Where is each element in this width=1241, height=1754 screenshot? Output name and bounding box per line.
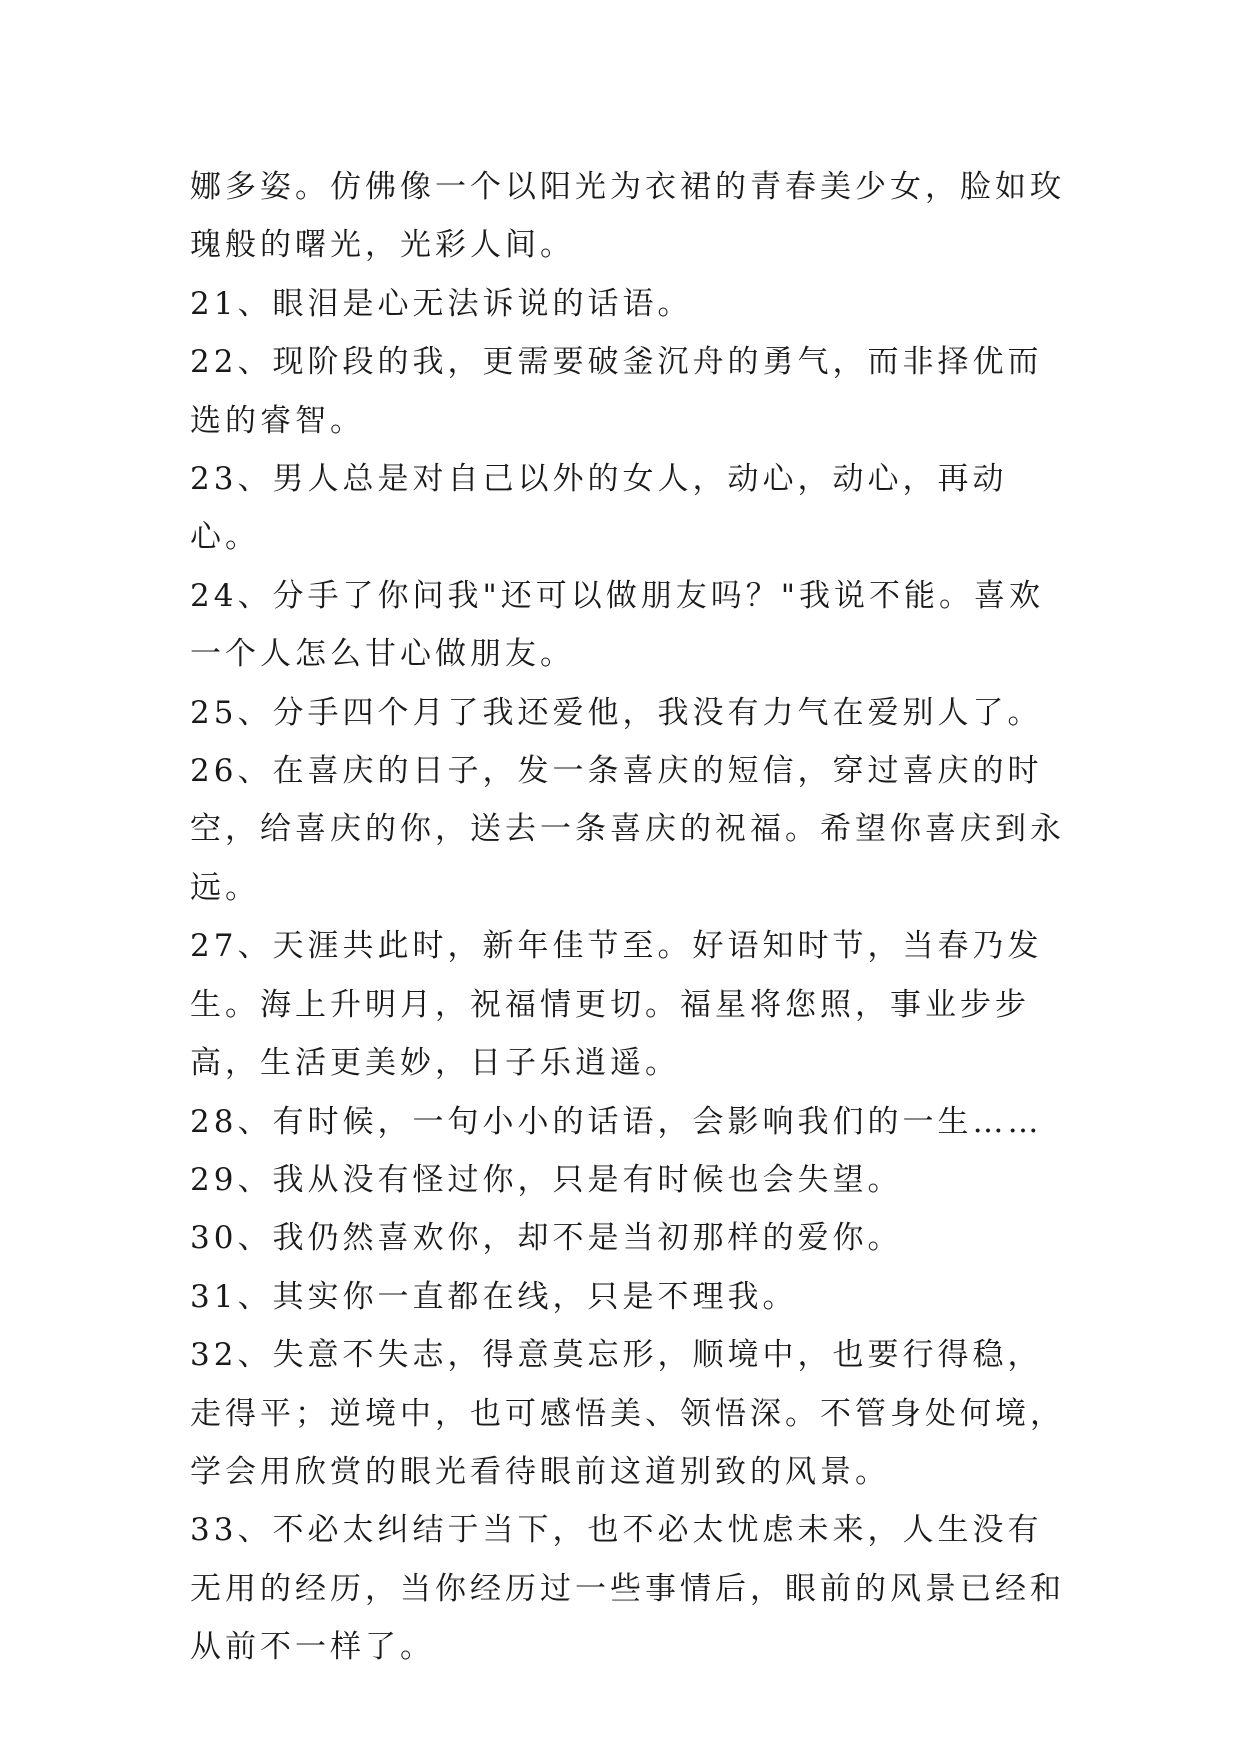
- list-item-23: 23、男人总是对自己以外的女人，动心，动心，再动心。: [190, 461, 1008, 556]
- list-item-24: 24、分手了你问我"还可以做朋友吗？"我说不能。喜欢一个人怎么甘心做朋友。: [190, 577, 1044, 673]
- paragraph-continuation: 娜多姿。仿佛像一个以阳光为衣裙的青春美少女，脸如玫瑰般的曙光，光彩人间。: [190, 169, 1065, 264]
- list-item-31: 31、其实你一直都在线，只是不理我。: [190, 1278, 798, 1315]
- list-item-33: 33、不必太纠结于当下，也不必太忧虑未来，人生没有无用的经历，当你经历过一些事情后，眼前的风景已经和从前不一样了。: [190, 1512, 1065, 1666]
- list-item-21: 21、眼泪是心无法诉说的话语。: [190, 285, 693, 322]
- document-body: [190, 158, 1070, 1677]
- list-item-30: 30、我仍然喜欢你，却不是当初那样的爱你。: [190, 1220, 903, 1257]
- list-item-28: 28、有时候，一句小小的话语，会影响我们的一生……: [190, 1103, 1043, 1140]
- list-item-25: 25、分手四个月了我还爱他，我没有力气在爱别人了。: [190, 694, 1043, 731]
- list-item-27: 27、天涯共此时，新年佳节至。好语知时节，当春乃发生。海上升明月，祝福情更切。福星将您照，事业步步高，生活更美妙，日子乐逍遥。: [190, 928, 1043, 1082]
- list-item-32: 32、失意不失志，得意莫忘形，顺境中，也要行得稳，走得平；逆境中，也可感悟美、领悟深。不管身处何境，学会用欣赏的眼光看待眼前这道别致的风景。: [190, 1337, 1065, 1490]
- list-item-29: 29、我从没有怪过你，只是有时候也会失望。: [190, 1161, 903, 1198]
- list-item-22: 22、现阶段的我，更需要破釜沉舟的勇气，而非择优而选的睿智。: [190, 344, 1043, 439]
- list-item-26: 26、在喜庆的日子，发一条喜庆的短信，穿过喜庆的时空，给喜庆的你，送去一条喜庆的祝福。希望你喜庆到永远。: [190, 753, 1065, 906]
